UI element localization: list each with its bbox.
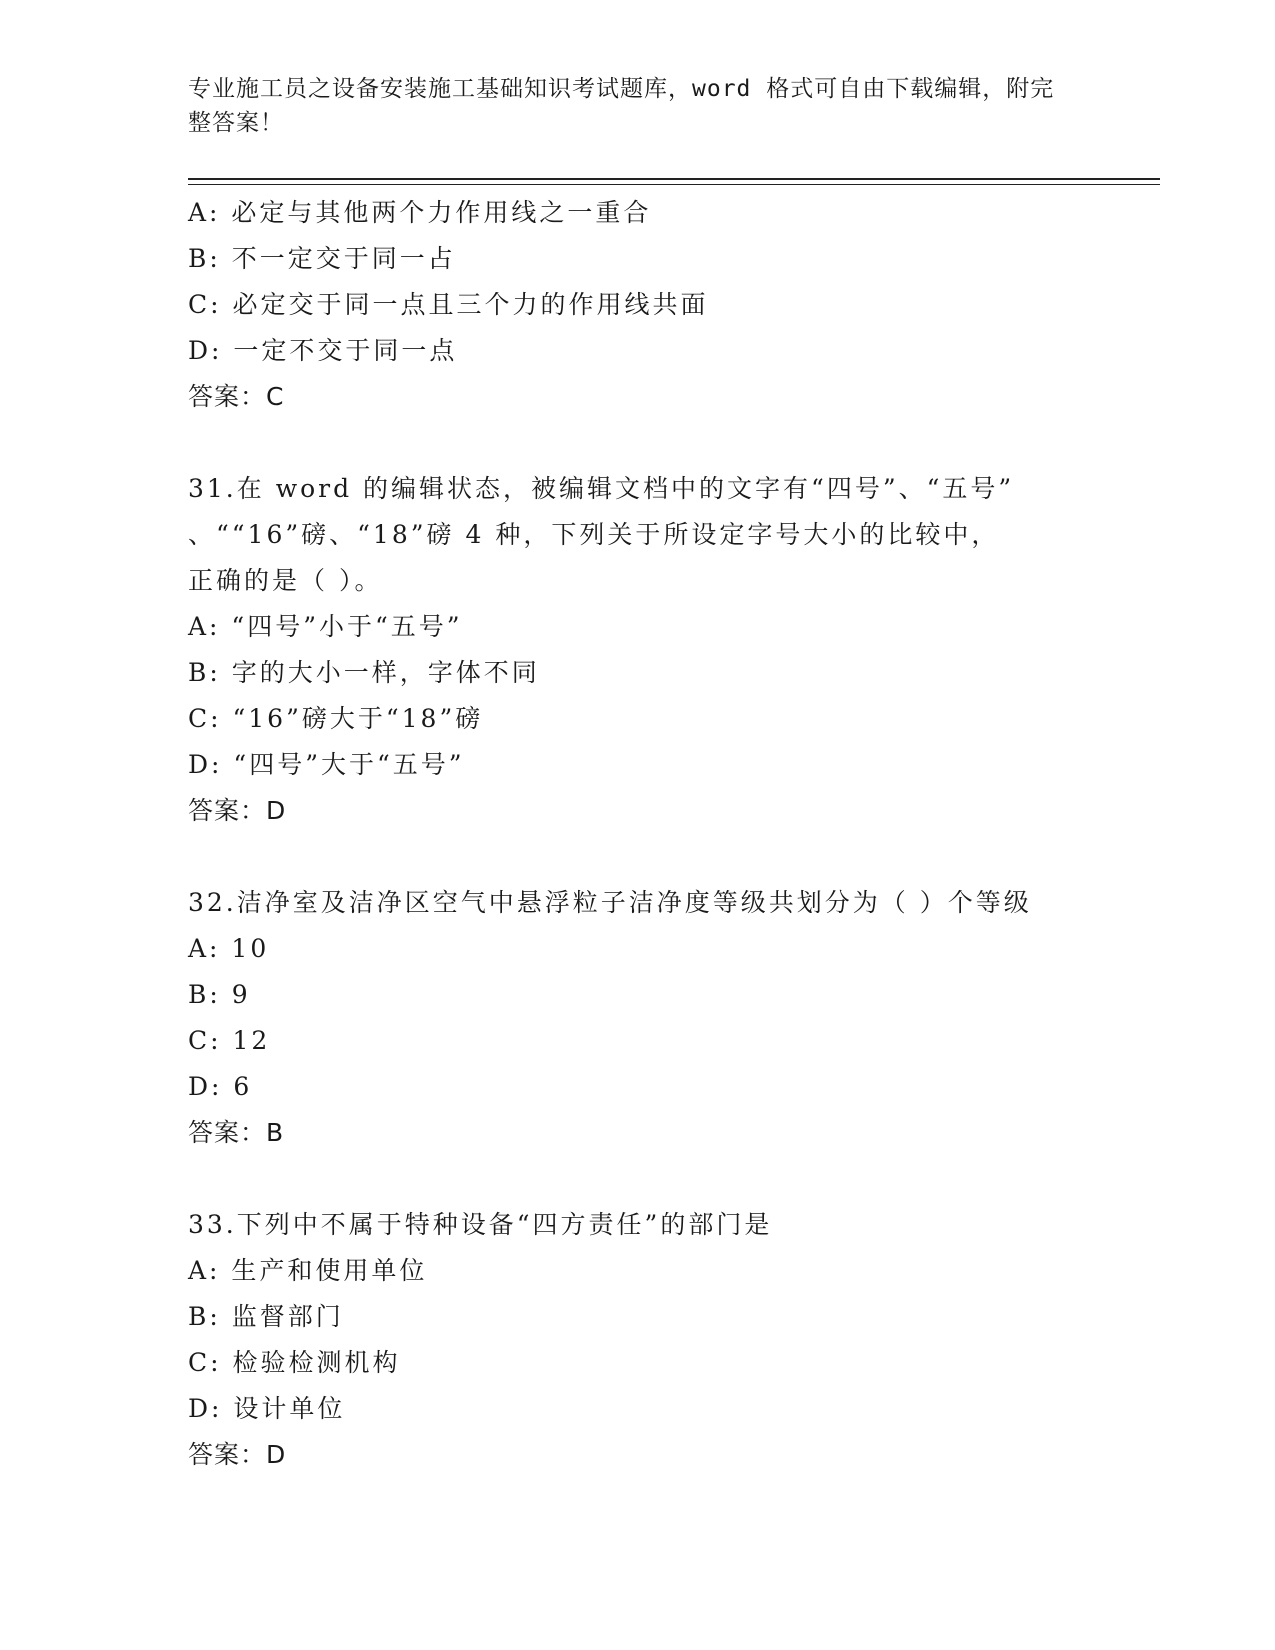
document-header: 专业施工员之设备安装施工基础知识考试题库，word 格式可自由下载编辑，附完整答案！ — [188, 76, 1055, 136]
option-a: A: 生产和使用单位 — [188, 1256, 428, 1285]
option-b: B: 字的大小一样，字体不同 — [188, 658, 540, 687]
spacer — [188, 1156, 1108, 1202]
answer-line: 答案：D — [188, 796, 287, 825]
question-stem: 33.下列中不属于特种设备“四方责任”的部门是 — [188, 1210, 773, 1239]
question-33 — [188, 1202, 1108, 1478]
spacer — [188, 834, 1108, 880]
answer-line: 答案：D — [188, 1440, 287, 1469]
question-stem: 32.洁净室及洁净区空气中悬浮粒子洁净度等级共划分为（ ）个等级 — [188, 888, 1032, 917]
option-d: D: “四号”大于“五号” — [188, 750, 465, 779]
option-c: C: “16”磅大于“18”磅 — [188, 704, 484, 733]
option-b: B: 不一定交于同一占 — [188, 244, 456, 273]
spacer — [188, 420, 1108, 466]
option-a: A: 必定与其他两个力作用线之一重合 — [188, 198, 652, 227]
question-stem: 正确的是（ ）。 — [188, 566, 383, 595]
option-b: B: 9 — [188, 980, 251, 1009]
question-32 — [188, 880, 1108, 1156]
question-stem: 31.在 word 的编辑状态，被编辑文档中的文字有“四号”、“五号” — [188, 474, 1015, 503]
option-a: A: 10 — [188, 934, 270, 963]
answer-line: 答案：B — [188, 1118, 285, 1147]
header-divider-thin — [188, 184, 1160, 185]
option-b: B: 监督部门 — [188, 1302, 344, 1331]
option-d: D: 6 — [188, 1072, 253, 1101]
option-d: D: 一定不交于同一点 — [188, 336, 458, 365]
question-30 — [188, 190, 1108, 420]
option-c: C: 检验检测机构 — [188, 1348, 401, 1377]
question-31 — [188, 466, 1108, 834]
option-d: D: 设计单位 — [188, 1394, 346, 1423]
question-list — [188, 190, 1108, 1478]
question-stem: 、““16”磅、“18”磅 4 种，下列关于所设定字号大小的比较中， — [188, 520, 1000, 549]
header-divider-thick — [188, 178, 1160, 180]
option-c: C: 12 — [188, 1026, 271, 1055]
answer-line: 答案：C — [188, 382, 285, 411]
option-c: C: 必定交于同一点且三个力的作用线共面 — [188, 290, 709, 319]
option-a: A: “四号”小于“五号” — [188, 612, 463, 641]
